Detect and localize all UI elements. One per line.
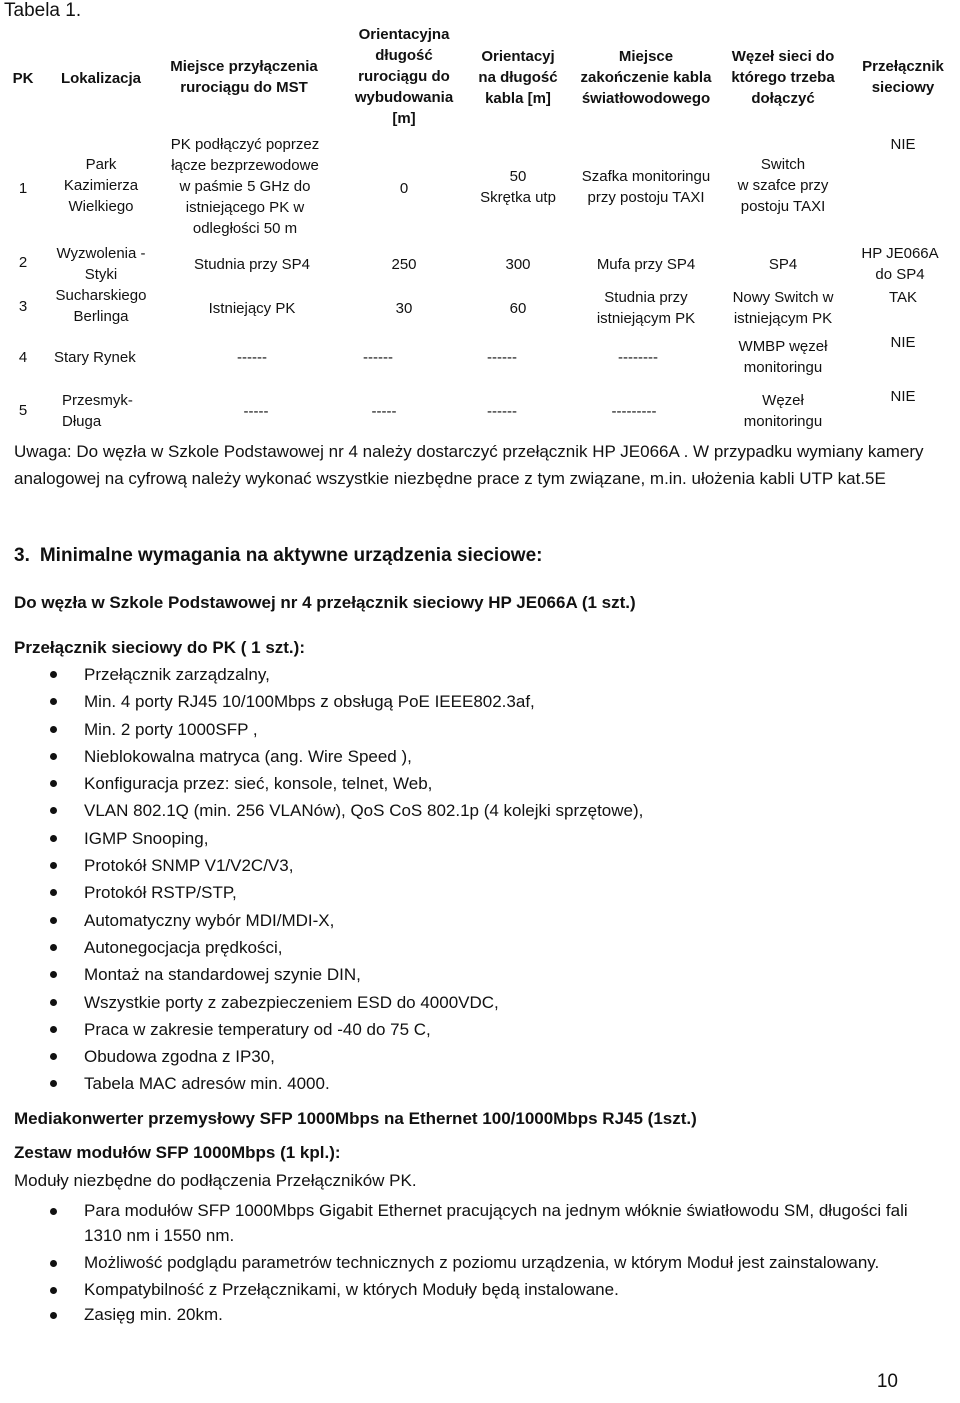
- list-item: Tabela MAC adresów min. 4000.: [14, 1070, 944, 1097]
- row1-pk: 1: [18, 180, 28, 197]
- row2-przelacznik: HP JE066A do SP4: [861, 245, 939, 283]
- row4-pk: 4: [18, 349, 28, 366]
- header-orient-kabla: Orientacyj na długość kabla [m]: [478, 48, 558, 107]
- list-item: Protokół SNMP V1/V2C/V3,: [14, 852, 944, 879]
- section-number: 3.: [14, 545, 30, 566]
- page-number: 10: [876, 1371, 898, 1392]
- row5-kabel: ------: [487, 403, 517, 420]
- list-item: Min. 4 porty RJ45 10/100Mbps z obsługą PoE IEEE802.3af,: [14, 688, 944, 715]
- header-orient-rurociagu: Orientacyjna długość rurociągu do wybudowania [m]: [354, 26, 454, 127]
- list-item: Para modułów SFP 1000Mbps Gigabit Ethernet pracujących na jednym włóknie światłowodu SM, długości fali 1310 nm i 1550 nm.: [14, 1198, 914, 1248]
- header-zakonczenie: Miejsce zakończenie kabla światłowodowego: [580, 48, 712, 107]
- modules-intro: Moduły niezbędne do podłączenia Przełączników PK.: [14, 1171, 417, 1190]
- row1-rurociag: 0: [399, 180, 409, 197]
- row1-przelacznik: NIE: [890, 136, 916, 153]
- row5-przelacznik: NIE: [890, 388, 916, 405]
- list-item: Min. 2 porty 1000SFP ,: [14, 716, 944, 743]
- row5-zakonczenie: ---------: [611, 403, 657, 420]
- header-lokalizacja: Lokalizacja: [60, 70, 142, 87]
- row3-przelacznik: TAK: [888, 289, 918, 306]
- header-pk: PK: [12, 70, 34, 87]
- row4-wezel: WMBP węzeł monitoringu: [738, 338, 828, 376]
- subheading-sp4-switch: Do węzła w Szkole Podstawowej nr 4 przełącznik sieciowy HP JE066A (1 szt.): [14, 593, 636, 612]
- table-note: Uwaga: Do węzła w Szkole Podstawowej nr 4 należy dostarczyć przełącznik HP JE066A . W przypadku wymiany kamery analogowej na cyfrową należy wykonać wszystkie niezbędne prace z tym związane, m.in. ułożenia kabli UTP kat.5E: [14, 442, 924, 488]
- section-heading: [14, 545, 542, 567]
- row4-miejsce: ------: [237, 349, 267, 366]
- row2-lokalizacja: Wyzwolenia - Styki: [56, 245, 146, 283]
- row3-miejsce: Istniejący PK: [208, 300, 296, 317]
- row3-kabel: 60: [509, 300, 527, 317]
- row4-lokalizacja: Stary Rynek: [54, 349, 136, 366]
- row5-pk: 5: [18, 402, 28, 419]
- row5-lokalizacja: Przesmyk- Długa: [62, 392, 133, 430]
- row1-wezel: Switch w szafce przy postoju TAXI: [737, 156, 829, 215]
- subheading-sfp-modules: Zestaw modułów SFP 1000Mbps (1 kpl.):: [14, 1143, 341, 1162]
- switch-spec-list: [14, 661, 944, 1098]
- module-spec-list: [14, 1198, 914, 1327]
- list-item: Przełącznik zarządzalny,: [14, 661, 944, 688]
- row1-lokalizacja: Park Kazimierza Wielkiego: [63, 156, 139, 215]
- row1-zakonczenie: Szafka monitoringu przy postoju TAXI: [581, 168, 711, 206]
- row3-wezel: Nowy Switch w istniejącym PK: [732, 289, 834, 327]
- row4-zakonczenie: --------: [618, 349, 658, 366]
- list-item: IGMP Snooping,: [14, 825, 944, 852]
- table-caption: Tabela 1.: [4, 0, 82, 21]
- row3-rurociag: 30: [395, 300, 413, 317]
- list-item: Nieblokowalna matryca (ang. Wire Speed ),: [14, 743, 944, 770]
- list-item: Wszystkie porty z zabezpieczeniem ESD do 4000VDC,: [14, 989, 944, 1016]
- row1-kabel: 50 Skrętka utp: [480, 168, 556, 206]
- list-item: Możliwość podglądu parametrów technicznych z poziomu urządzenia, w którym Moduł jest zainstalowany.: [14, 1250, 914, 1275]
- list-item: Zasięg min. 20km.: [14, 1302, 914, 1327]
- header-miejsce: Miejsce przyłączenia rurociągu do MST: [170, 58, 318, 96]
- row5-wezel: Węzeł monitoringu: [743, 392, 823, 430]
- row4-rurociag: ------: [363, 349, 393, 366]
- list-item: Montaż na standardowej szynie DIN,: [14, 961, 944, 988]
- header-przelacznik: Przełącznik sieciowy: [862, 58, 944, 96]
- list-item: Protokół RSTP/STP,: [14, 879, 944, 906]
- row3-zakonczenie: Studnia przy istniejącym PK: [596, 289, 696, 327]
- list-item: Obudowa zgodna z IP30,: [14, 1043, 944, 1070]
- row2-kabel: 300: [505, 256, 531, 273]
- row2-zakonczenie: Mufa przy SP4: [596, 256, 696, 273]
- list-item: Praca w zakresie temperatury od -40 do 75 C,: [14, 1016, 944, 1043]
- row2-wezel: SP4: [768, 256, 798, 273]
- list-item: Kompatybilność z Przełącznikami, w których Moduły będą instalowane.: [14, 1277, 914, 1302]
- section-title: Minimalne wymagania na aktywne urządzenia sieciowe:: [39, 545, 543, 566]
- row5-rurociag: -----: [371, 403, 397, 420]
- list-item: VLAN 802.1Q (min. 256 VLANów), QoS CoS 802.1p (4 kolejki sprzętowe),: [14, 797, 944, 824]
- list-item: Automatyczny wybór MDI/MDI-X,: [14, 907, 944, 934]
- row3-lokalizacja: Sucharskiego Berlinga: [55, 287, 147, 325]
- row2-miejsce: Studnia przy SP4: [194, 256, 310, 273]
- row5-miejsce: -----: [243, 403, 269, 420]
- row4-kabel: ------: [487, 349, 517, 366]
- subheading-mediaconverter: Mediakonwerter przemysłowy SFP 1000Mbps na Ethernet 100/1000Mbps RJ45 (1szt.): [14, 1109, 697, 1128]
- header-wezel: Węzeł sieci do którego trzeba dołączyć: [731, 48, 835, 107]
- list-item: Autonegocjacja prędkości,: [14, 934, 944, 961]
- row2-rurociag: 250: [391, 256, 417, 273]
- row4-przelacznik: NIE: [890, 334, 916, 351]
- list-item: Konfiguracja przez: sieć, konsole, telnet, Web,: [14, 770, 944, 797]
- row2-pk: 2: [18, 254, 28, 271]
- row1-miejsce: PK podłączyć poprzez łącze bezprzewodowe w paśmie 5 GHz do istniejącego PK w odległości 50 m: [170, 136, 320, 237]
- row3-pk: 3: [18, 298, 28, 315]
- subheading-pk-switch: Przełącznik sieciowy do PK ( 1 szt.):: [14, 638, 305, 657]
